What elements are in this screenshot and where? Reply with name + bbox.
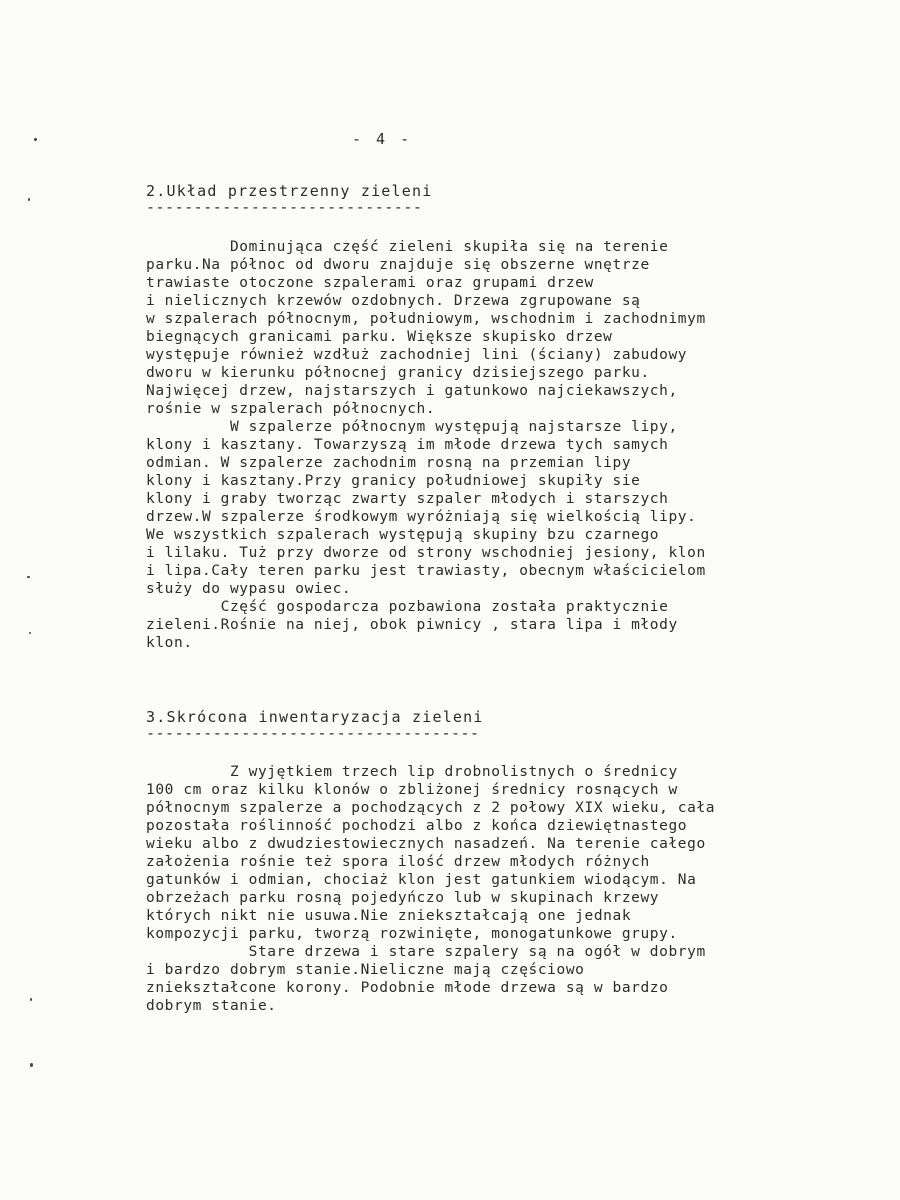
text-line: drzew.W szpalerze środkowym wyróżniają się wielkością lipy. xyxy=(146,509,697,525)
text-line: i lilaku. Tuż przy dworze od strony wschodniej jesiony, klon xyxy=(146,545,706,561)
text-line: rośnie w szpalerach północnych. xyxy=(146,401,436,417)
text-line: występuje również wzdłuż zachodniej lini (ściany) zabudowy xyxy=(146,347,688,363)
scan-speck xyxy=(30,1063,33,1067)
section-2-underline: ----------------------------------- xyxy=(146,726,480,740)
text-line: Stare drzewa i stare szpalery są na ogół w dobrym xyxy=(146,944,706,960)
text-line: zniekształcone korony. Podobnie młode drzewa są w bardzo xyxy=(146,980,669,996)
text-line: zieleni.Rośnie na niej, obok piwnicy , stara lipa i młody xyxy=(146,617,678,633)
section-2-body xyxy=(146,763,826,1015)
text-line: klony i kasztany.Przy granicy południowej skupiły sie xyxy=(146,473,641,489)
text-line: Część gospodarcza pozbawiona została praktycznie xyxy=(146,599,669,615)
text-line: założenia rośnie też spora ilość drzew młodych różnych xyxy=(146,854,650,870)
section-1-header xyxy=(146,182,826,214)
section-2-heading: 3.Skrócona inwentaryzacja zieleni xyxy=(146,708,484,726)
section-1-heading: 2.Układ przestrzenny zieleni xyxy=(146,182,433,200)
text-line: klony i graby tworząc zwarty szpaler młodych i starszych xyxy=(146,491,669,507)
section-2-header xyxy=(146,708,826,740)
text-line: i lipa.Cały teren parku jest trawiasty, obecnym właścicielom xyxy=(146,563,706,579)
text-line: dworu w kierunku północnej granicy dzisiejszego parku. xyxy=(146,365,650,381)
text-line: trawiaste otoczone szpalerami oraz grupami drzew xyxy=(146,275,594,291)
text-line: W szpalerze północnym występują najstarsze lipy, xyxy=(146,419,678,435)
text-line: kompozycji parku, tworzą rozwinięte, monogatunkowe grupy. xyxy=(146,926,678,942)
text-line: których nikt nie usuwa.Nie zniekształcają one jednak xyxy=(146,908,632,924)
text-line: klony i kasztany. Towarzyszą im młode drzewa tych samych xyxy=(146,437,669,453)
text-line: dobrym stanie. xyxy=(146,998,277,1014)
text-line: We wszystkich szpalerach występują skupiny bzu czarnego xyxy=(146,527,660,543)
scan-speck xyxy=(34,138,37,141)
text-line: służy do wypasu owiec. xyxy=(146,581,352,597)
text-line: klon. xyxy=(146,635,193,651)
text-line: wieku albo z dwudziestowiecznych nasadzeń. Na terenie całego xyxy=(146,836,706,852)
text-line: pozostała roślinność pochodzi albo z końca dziewiętnastego xyxy=(146,818,688,834)
text-line: obrzeżach parku rosną pojedyńczo lub w skupinach krzewy xyxy=(146,890,660,906)
scan-speck xyxy=(30,998,32,1001)
text-line: i bardzo dobrym stanie.Nieliczne mają częściowo xyxy=(146,962,585,978)
page-number: - 4 - xyxy=(352,130,413,148)
text-line: i nielicznych krzewów ozdobnych. Drzewa zgrupowane są xyxy=(146,293,641,309)
text-line: w szpalerach północnym, południowym, wschodnim i zachodnimym xyxy=(146,311,706,327)
scan-speck xyxy=(28,198,30,201)
text-line: Najwięcej drzew, najstarszych i gatunkowo najciekawszych, xyxy=(146,383,678,399)
scan-speck xyxy=(29,632,31,634)
section-1-body xyxy=(146,238,826,652)
text-line: północnym szpalerze a pochodzących z 2 połowy XIX wieku, cała xyxy=(146,800,716,816)
section-1-underline: ----------------------------- xyxy=(146,200,423,214)
text-line: gatunków i odmian, chociaż klon jest gatunkiem wiodącym. Na xyxy=(146,872,697,888)
text-line: odmian. W szpalerze zachodnim rosną na przemian lipy xyxy=(146,455,632,471)
text-line: Dominująca część zieleni skupiła się na terenie xyxy=(146,239,669,255)
text-line: biegnących granicami parku. Większe skupisko drzew xyxy=(146,329,613,345)
scan-speck xyxy=(27,576,30,578)
text-line: 100 cm oraz kilku klonów o zbliżonej średnicy rosnących w xyxy=(146,782,678,798)
text-line: Z wyjętkiem trzech lip drobnolistnych o średnicy xyxy=(146,764,678,780)
text-line: parku.Na północ od dworu znajduje się obszerne wnętrze xyxy=(146,257,650,273)
